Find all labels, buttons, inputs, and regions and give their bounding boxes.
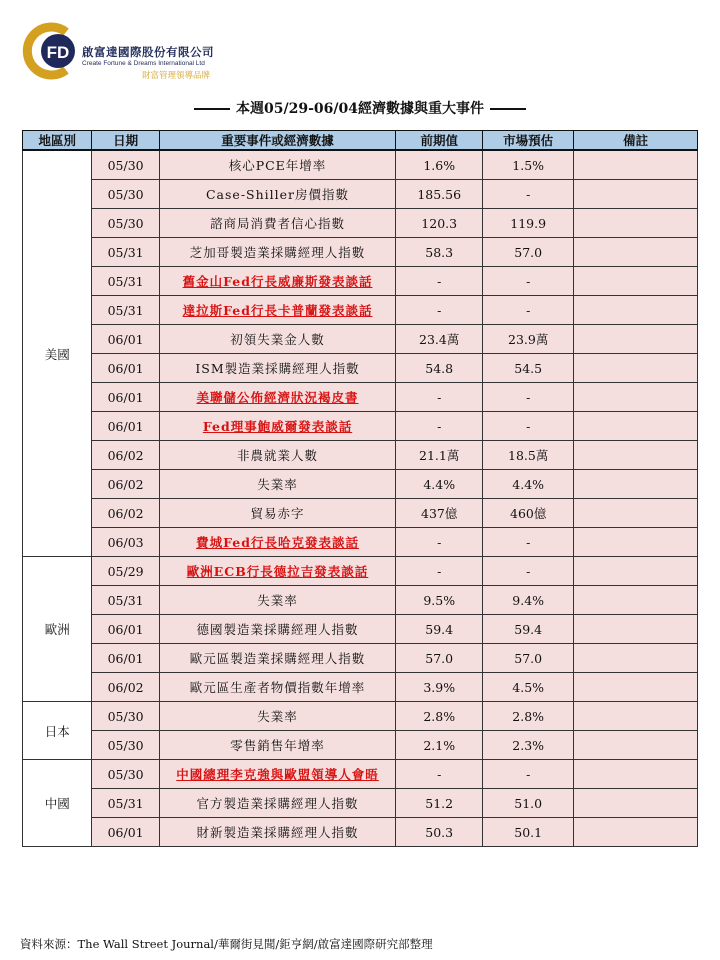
table-row	[23, 731, 698, 760]
table-row	[23, 325, 698, 354]
notes-cell	[574, 557, 698, 586]
previous-value-cell: 23.4萬	[396, 325, 483, 354]
table-row	[23, 702, 698, 731]
previous-value-cell: 1.6%	[396, 150, 483, 180]
source-note: 資料來源：The Wall Street Journal/華爾街見聞/鉅亨網/啟富達國際研究部整理	[20, 937, 433, 951]
forecast-cell: 59.4	[483, 615, 574, 644]
forecast-cell: 54.5	[483, 354, 574, 383]
table-row	[23, 528, 698, 557]
date-cell: 06/01	[92, 644, 159, 673]
previous-value-cell: 3.9%	[396, 673, 483, 702]
forecast-cell: 50.1	[483, 818, 574, 847]
date-cell: 06/01	[92, 818, 159, 847]
notes-cell	[574, 499, 698, 528]
previous-value-cell: -	[396, 557, 483, 586]
date-cell: 05/30	[92, 180, 159, 209]
event-cell: 諮商局消費者信心指數	[159, 209, 396, 238]
date-cell: 06/01	[92, 615, 159, 644]
event-cell: 失業率	[159, 470, 396, 499]
events-table	[22, 130, 698, 847]
table-row	[23, 209, 698, 238]
table-row	[23, 789, 698, 818]
previous-value-cell: -	[396, 267, 483, 296]
date-cell: 06/01	[92, 354, 159, 383]
previous-value-cell: -	[396, 412, 483, 441]
event-cell: 歐元區製造業採購經理人指數	[159, 644, 396, 673]
forecast-cell: -	[483, 557, 574, 586]
region-cell: 中國	[23, 760, 92, 847]
notes-cell	[574, 180, 698, 209]
company-slogan: 財富管理領導品牌	[142, 71, 211, 81]
previous-value-cell: 9.5%	[396, 586, 483, 615]
notes-cell	[574, 818, 698, 847]
table-row	[23, 470, 698, 499]
notes-cell	[574, 267, 698, 296]
forecast-cell: -	[483, 760, 574, 789]
previous-value-cell: 21.1萬	[396, 441, 483, 470]
previous-value-cell: -	[396, 760, 483, 789]
notes-cell	[574, 528, 698, 557]
date-cell: 06/02	[92, 499, 159, 528]
date-cell: 05/31	[92, 267, 159, 296]
table-row	[23, 586, 698, 615]
date-cell: 06/03	[92, 528, 159, 557]
event-cell: 核心PCE年增率	[159, 150, 396, 180]
previous-value-cell: 59.4	[396, 615, 483, 644]
table-row	[23, 441, 698, 470]
table-row	[23, 412, 698, 441]
table-row	[23, 818, 698, 847]
previous-value-cell: 2.1%	[396, 731, 483, 760]
notes-cell	[574, 296, 698, 325]
table-row	[23, 383, 698, 412]
notes-cell	[574, 702, 698, 731]
company-logo	[20, 20, 250, 86]
title-text: 本週05/29-06/04經濟數據與重大事件	[236, 101, 484, 117]
event-cell: 費城Fed行長哈克發表談話	[159, 528, 396, 557]
cfd-logo-icon	[20, 20, 80, 82]
previous-value-cell: 51.2	[396, 789, 483, 818]
forecast-cell: 460億	[483, 499, 574, 528]
forecast-cell: -	[483, 267, 574, 296]
date-cell: 05/29	[92, 557, 159, 586]
previous-value-cell: 2.8%	[396, 702, 483, 731]
event-cell: ISM製造業採購經理人指數	[159, 354, 396, 383]
previous-value-cell: 57.0	[396, 644, 483, 673]
company-name-en: Create Fortune & Dreams International Ltd	[82, 60, 205, 67]
forecast-cell: 119.9	[483, 209, 574, 238]
event-cell: 德國製造業採購經理人指數	[159, 615, 396, 644]
previous-value-cell: 120.3	[396, 209, 483, 238]
forecast-cell: -	[483, 180, 574, 209]
event-cell: 美聯儲公佈經濟狀況褐皮書	[159, 383, 396, 412]
notes-cell	[574, 354, 698, 383]
date-cell: 05/30	[92, 702, 159, 731]
table-row	[23, 267, 698, 296]
event-cell: 失業率	[159, 586, 396, 615]
forecast-cell: -	[483, 528, 574, 557]
notes-cell	[574, 150, 698, 180]
table-body	[23, 150, 698, 847]
previous-value-cell: 4.4%	[396, 470, 483, 499]
event-cell: 財新製造業採購經理人指數	[159, 818, 396, 847]
forecast-cell: -	[483, 412, 574, 441]
forecast-cell: 4.5%	[483, 673, 574, 702]
notes-cell	[574, 441, 698, 470]
event-cell: 貿易赤字	[159, 499, 396, 528]
forecast-cell: 4.4%	[483, 470, 574, 499]
event-cell: 歐元區生產者物價指數年增率	[159, 673, 396, 702]
forecast-cell: 9.4%	[483, 586, 574, 615]
col-header-previous: 前期值	[396, 131, 483, 151]
forecast-cell: 1.5%	[483, 150, 574, 180]
event-cell: 達拉斯Fed行長卡普蘭發表談話	[159, 296, 396, 325]
event-cell: 官方製造業採購經理人指數	[159, 789, 396, 818]
event-cell: Fed理事鮑威爾發表談話	[159, 412, 396, 441]
col-header-forecast: 市場預估	[483, 131, 574, 151]
table-row	[23, 296, 698, 325]
notes-cell	[574, 238, 698, 267]
title-rule-right	[490, 108, 526, 110]
notes-cell	[574, 325, 698, 354]
date-cell: 06/02	[92, 470, 159, 499]
notes-cell	[574, 209, 698, 238]
region-cell: 美國	[23, 150, 92, 557]
notes-cell	[574, 615, 698, 644]
date-cell: 06/02	[92, 441, 159, 470]
notes-cell	[574, 731, 698, 760]
col-header-date: 日期	[92, 131, 159, 151]
notes-cell	[574, 673, 698, 702]
event-cell: 零售銷售年增率	[159, 731, 396, 760]
forecast-cell: 2.3%	[483, 731, 574, 760]
table-row	[23, 644, 698, 673]
event-cell: 失業率	[159, 702, 396, 731]
col-header-region: 地區別	[23, 131, 92, 151]
date-cell: 06/02	[92, 673, 159, 702]
date-cell: 05/31	[92, 789, 159, 818]
table-header-row	[23, 131, 698, 151]
previous-value-cell: -	[396, 296, 483, 325]
notes-cell	[574, 760, 698, 789]
date-cell: 05/30	[92, 731, 159, 760]
forecast-cell: 51.0	[483, 789, 574, 818]
table-row	[23, 760, 698, 789]
event-cell: 舊金山Fed行長威廉斯發表談話	[159, 267, 396, 296]
event-cell: 芝加哥製造業採購經理人指數	[159, 238, 396, 267]
previous-value-cell: 185.56	[396, 180, 483, 209]
notes-cell	[574, 586, 698, 615]
date-cell: 06/01	[92, 325, 159, 354]
forecast-cell: -	[483, 296, 574, 325]
previous-value-cell: -	[396, 383, 483, 412]
event-cell: 中國總理李克強與歐盟領導人會晤	[159, 760, 396, 789]
table-row	[23, 180, 698, 209]
forecast-cell: 57.0	[483, 644, 574, 673]
table-row	[23, 557, 698, 586]
table-row	[23, 150, 698, 180]
table-row	[23, 354, 698, 383]
previous-value-cell: -	[396, 528, 483, 557]
date-cell: 05/31	[92, 296, 159, 325]
date-cell: 05/31	[92, 238, 159, 267]
event-cell: 初領失業金人數	[159, 325, 396, 354]
event-cell: Case-Shiller房價指數	[159, 180, 396, 209]
date-cell: 06/01	[92, 383, 159, 412]
company-name: 啟富達國際股份有限公司	[82, 45, 214, 59]
forecast-cell: 18.5萬	[483, 441, 574, 470]
forecast-cell: -	[483, 383, 574, 412]
notes-cell	[574, 412, 698, 441]
date-cell: 05/30	[92, 209, 159, 238]
previous-value-cell: 50.3	[396, 818, 483, 847]
event-cell: 歐洲ECB行長德拉吉發表談話	[159, 557, 396, 586]
notes-cell	[574, 644, 698, 673]
notes-cell	[574, 383, 698, 412]
forecast-cell: 23.9萬	[483, 325, 574, 354]
forecast-cell: 57.0	[483, 238, 574, 267]
col-header-notes: 備註	[574, 131, 698, 151]
table-row	[23, 238, 698, 267]
notes-cell	[574, 470, 698, 499]
region-cell: 歐洲	[23, 557, 92, 702]
table-row	[23, 499, 698, 528]
table-row	[23, 615, 698, 644]
previous-value-cell: 54.8	[396, 354, 483, 383]
page-title	[0, 98, 720, 118]
event-cell: 非農就業人數	[159, 441, 396, 470]
table-row	[23, 673, 698, 702]
previous-value-cell: 437億	[396, 499, 483, 528]
col-header-event: 重要事件或經濟數據	[159, 131, 396, 151]
region-cell: 日本	[23, 702, 92, 760]
date-cell: 05/30	[92, 760, 159, 789]
notes-cell	[574, 789, 698, 818]
date-cell: 06/01	[92, 412, 159, 441]
svg-text:FD: FD	[46, 43, 70, 62]
date-cell: 05/31	[92, 586, 159, 615]
title-rule-left	[194, 108, 230, 110]
forecast-cell: 2.8%	[483, 702, 574, 731]
date-cell: 05/30	[92, 150, 159, 180]
previous-value-cell: 58.3	[396, 238, 483, 267]
